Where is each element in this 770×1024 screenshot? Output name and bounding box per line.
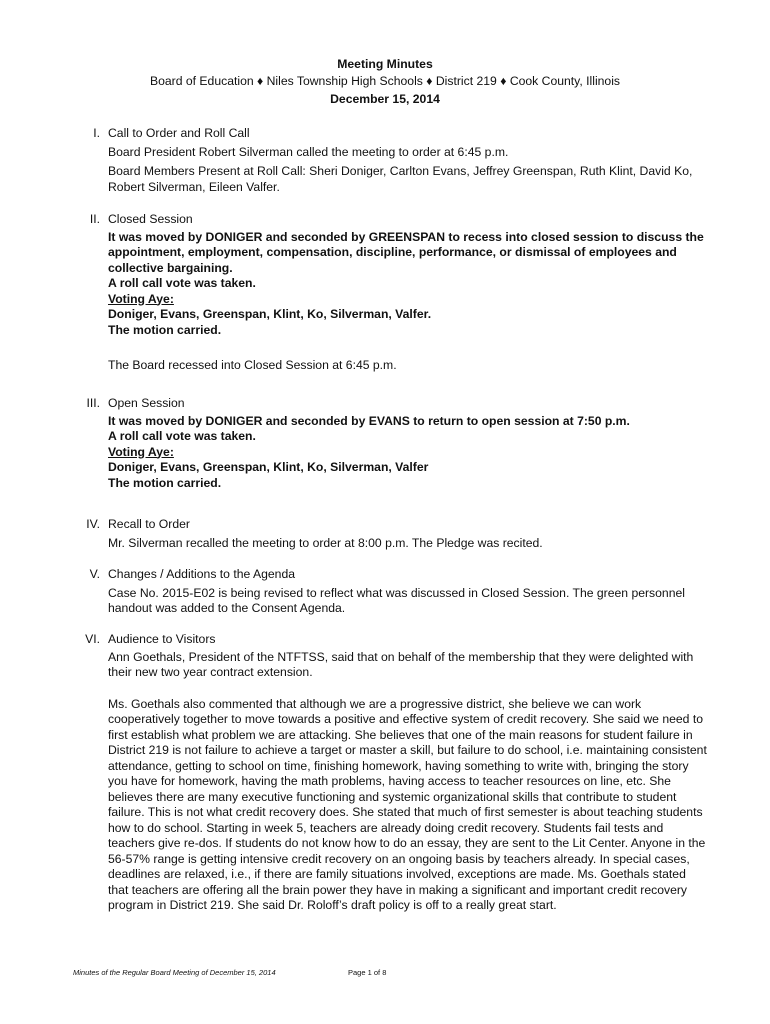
section-number: III. — [86, 396, 100, 410]
meeting-date: December 15, 2014 — [330, 92, 440, 106]
visitor-comment-2: Ms. Goethals also commented that although we are a progressive district, she believe we can work cooperatively together to move towards a positive and effective system of credit recovery. She said we need to first establish what problem we are attacking. She believes that one of the main reasons for student failure in District 219 is not failure to achieve a target or master a skill, but failure to do school, i.e. maintaining consistent attendance, getting to school on time, finishing homework, having something to write with, bringing the story you have for homework, having the math problems, having access to teacher resources on line, etc. She believes there are many executive functioning and systemic organizational skills that contribute to student failure. This is not what credit recovery does. She stated that much of first semester is about teaching students how to do school. Starting in week 5, teachers are already doing credit recovery. Students fail tests and teachers give re-dos. If students do not know how to do an essay, they are sent to the Lit Center. Anyone in the 56-57% range is getting intensive credit recovery on an ongoing basis by teachers already. In special cases, deadlines are relaxed, i.e., if there are family situations involved, exceptions are made. Ms. Goethals stated that teachers are offering all the brain power they have in making a significant and important credit recovery program in District 219. She said Dr. Roloff’s draft policy is off to a really great start. — [108, 696, 707, 912]
section-number: VI. — [85, 632, 100, 646]
roll-call-text: A roll call vote was taken. — [108, 276, 256, 290]
agenda-changes-text: Case No. 2015-E02 is being revised to reflect what was discussed in Closed Session. The green personnel handout was added to the Consent Agenda. — [108, 585, 685, 615]
motion-carried-text: The motion carried. — [108, 475, 222, 490]
motion-carried-text: The motion carried. — [108, 322, 222, 337]
section-title: Open Session — [108, 396, 185, 410]
section-title: Closed Session — [108, 212, 193, 226]
section-title: Recall to Order — [108, 517, 190, 531]
section-open-session — [86, 396, 708, 491]
voting-aye-label: Voting Aye: — [108, 291, 174, 306]
call-to-order-text: Board President Robert Silverman called the meeting to order at 6:45 p.m. — [108, 144, 509, 159]
voting-aye-label: Voting Aye: — [108, 444, 174, 459]
section-recall-to-order — [86, 517, 708, 551]
section-audience-to-visitors — [85, 632, 708, 914]
section-number: II. — [89, 212, 100, 226]
roll-call-text: A roll call vote was taken. — [108, 429, 256, 443]
section-number: IV. — [86, 517, 100, 531]
motion-text: It was moved by DONIGER and seconded by EVANS to return to open session at 7:50 p.m. — [108, 413, 630, 428]
section-number: I. — [93, 126, 100, 140]
section-closed-session — [89, 212, 708, 374]
section-title: Audience to Visitors — [108, 632, 216, 646]
voting-aye-list: Doniger, Evans, Greenspan, Klint, Ko, Silverman, Valfer. — [108, 307, 432, 321]
page-subtitle: Board of Education ♦ Niles Township High Schools ♦ District 219 ♦ Cook County, Illinois — [149, 74, 621, 88]
recall-text: Mr. Silverman recalled the meeting to order at 8:00 p.m. The Pledge was recited. — [108, 535, 543, 550]
section-number: V. — [89, 567, 100, 581]
page-number: Page 1 of 8 — [348, 968, 387, 977]
footer-document-title: Minutes of the Regular Board Meeting of December 15, 2014 — [73, 968, 276, 977]
page-title: Meeting Minutes — [337, 57, 433, 71]
section-call-to-order — [93, 126, 708, 195]
voting-aye-list: Doniger, Evans, Greenspan, Klint, Ko, Silverman, Valfer — [108, 460, 429, 474]
recess-note: The Board recessed into Closed Session at 6:45 p.m. — [108, 358, 397, 372]
motion-text: It was moved by DONIGER and seconded by GREENSPAN to recess into closed session to discuss the appointment, employment, compensation, discipline, performance, or dismissal of employees and collective bargaining. — [108, 229, 704, 275]
visitor-comment-1: Ann Goethals, President of the NTFTSS, said that on behalf of the membership that they were delighted with their new two year contract extension. — [108, 649, 694, 679]
section-agenda-changes — [89, 567, 708, 617]
section-title: Changes / Additions to the Agenda — [108, 567, 296, 581]
members-present-text: Board Members Present at Roll Call: Sheri Doniger, Carlton Evans, Jeffrey Greenspan, Ruth Klint, David Ko, Robert Silverman, Eileen Valfer. — [108, 164, 693, 194]
section-title: Call to Order and Roll Call — [108, 126, 250, 140]
